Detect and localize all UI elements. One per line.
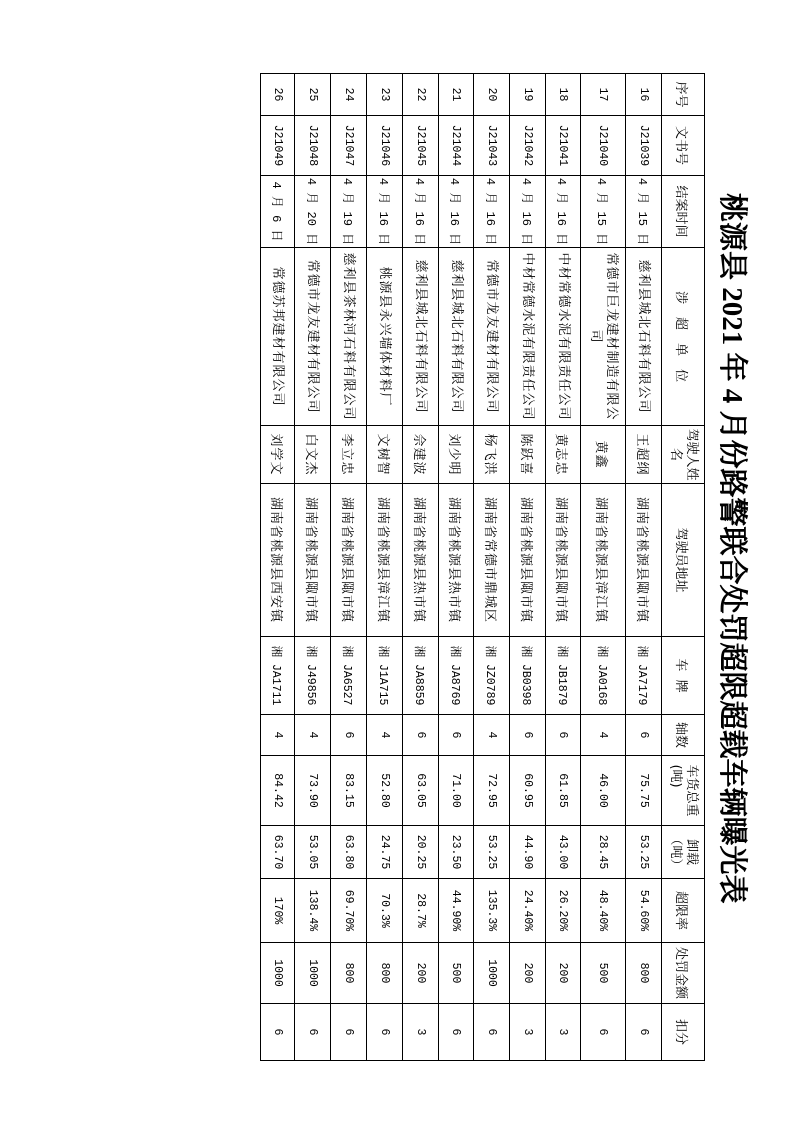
header-fine: 处罚金额	[662, 943, 705, 1004]
cell-seq: 23	[367, 74, 403, 116]
cell-closed-date: 4 月 15 日	[626, 176, 662, 248]
cell-closed-date: 4 月 16 日	[403, 176, 439, 248]
cell-doc-no: J21045	[403, 116, 439, 176]
table-row	[474, 74, 510, 1061]
cell-plate: 湘 J49856	[295, 637, 331, 715]
cell-seq: 24	[331, 74, 367, 116]
cell-unloaded: 20.25	[403, 826, 439, 879]
table-row	[261, 74, 295, 1061]
cell-points: 6	[581, 1004, 626, 1061]
cell-address: 湖南省桃源县陬市镇	[331, 484, 367, 637]
table-row	[546, 74, 581, 1061]
cell-driver: 刘学文	[261, 426, 295, 484]
cell-overload-rate: 44.90%	[439, 879, 474, 943]
cell-fine: 1000	[261, 943, 295, 1004]
cell-address: 湖南省桃源县陬市镇	[546, 484, 581, 637]
cell-fine: 1000	[474, 943, 510, 1004]
cell-driver: 刘少明	[439, 426, 474, 484]
table-row	[439, 74, 474, 1061]
cell-seq: 17	[581, 74, 626, 116]
cell-address: 湖南省桃源县陬市镇	[510, 484, 546, 637]
cell-points: 6	[367, 1004, 403, 1061]
header-axles: 轴数	[662, 715, 705, 756]
cell-overload-rate: 138.4%	[295, 879, 331, 943]
cell-plate: 湘 JA0168	[581, 637, 626, 715]
cell-overload-rate: 24.40%	[510, 879, 546, 943]
cell-driver: 黄鑫	[581, 426, 626, 484]
cell-company: 常德市龙友建材有限公司	[474, 248, 510, 426]
cell-fine: 1000	[295, 943, 331, 1004]
cell-overload-rate: 54.60%	[626, 879, 662, 943]
header-row	[662, 74, 705, 1061]
header-gross-weight-label: 车货总重	[684, 764, 699, 817]
cell-seq: 20	[474, 74, 510, 116]
cell-seq: 16	[626, 74, 662, 116]
cell-plate: 湘 JZ0789	[474, 637, 510, 715]
cell-overload-rate: 69.70%	[331, 879, 367, 943]
cell-plate: 湘 JB1879	[546, 637, 581, 715]
cell-address: 湖南省常德市鼎城区	[474, 484, 510, 637]
cell-company: 慈利县茶林河石料有限公司	[331, 248, 367, 426]
header-closed-date: 结案时间	[662, 176, 705, 248]
cell-gross-weight: 72.95	[474, 756, 510, 826]
header-unloaded-stack	[667, 832, 699, 871]
header-overload-rate: 超限率	[662, 879, 705, 943]
cell-closed-date: 4 月 6 日	[261, 176, 295, 248]
cell-fine: 500	[439, 943, 474, 1004]
cell-closed-date: 4 月 15 日	[581, 176, 626, 248]
cell-address: 湖南省桃源县热市镇	[403, 484, 439, 637]
cell-gross-weight: 71.00	[439, 756, 474, 826]
cell-points: 6	[439, 1004, 474, 1061]
cell-axles: 6	[331, 715, 367, 756]
cell-gross-weight: 63.05	[403, 756, 439, 826]
header-gross-weight	[662, 756, 705, 826]
cell-axles: 6	[626, 715, 662, 756]
cell-closed-date: 4 月 16 日	[510, 176, 546, 248]
cell-unloaded: 43.00	[546, 826, 581, 879]
cell-fine: 800	[331, 943, 367, 1004]
cell-plate: 湘 JA1711	[261, 637, 295, 715]
cell-plate: 湘 JA8859	[403, 637, 439, 715]
cell-points: 6	[295, 1004, 331, 1061]
cell-plate: 湘 JA8769	[439, 637, 474, 715]
cell-overload-rate: 26.20%	[546, 879, 581, 943]
cell-overload-rate: 135.3%	[474, 879, 510, 943]
cell-driver: 李立忠	[331, 426, 367, 484]
cell-axles: 6	[510, 715, 546, 756]
table-row	[295, 74, 331, 1061]
cell-axles: 4	[261, 715, 295, 756]
cell-driver: 黄志忠	[546, 426, 581, 484]
cell-axles: 6	[403, 715, 439, 756]
cell-fine: 800	[626, 943, 662, 1004]
cell-unloaded: 63.80	[331, 826, 367, 879]
cell-unloaded: 63.70	[261, 826, 295, 879]
cell-points: 6	[474, 1004, 510, 1061]
header-plate: 车 牌	[662, 637, 705, 715]
cell-gross-weight: 75.75	[626, 756, 662, 826]
cell-fine: 200	[510, 943, 546, 1004]
header-company: 涉 超 单 位	[662, 248, 705, 426]
cell-points: 6	[626, 1004, 662, 1061]
cell-doc-no: J21043	[474, 116, 510, 176]
cell-address: 湖南省桃源县西安镇	[261, 484, 295, 637]
table-row	[403, 74, 439, 1061]
cell-seq: 26	[261, 74, 295, 116]
cell-plate: 湘 JA6527	[331, 637, 367, 715]
cell-driver: 文树智	[367, 426, 403, 484]
cell-driver: 陈跃喜	[510, 426, 546, 484]
cell-driver: 杨飞洪	[474, 426, 510, 484]
cell-points: 6	[331, 1004, 367, 1061]
cell-address: 湖南省桃源县陬市镇	[295, 484, 331, 637]
table-row	[626, 74, 662, 1061]
cell-points: 3	[546, 1004, 581, 1061]
header-address: 驾驶员地址	[662, 484, 705, 637]
cell-gross-weight: 61.85	[546, 756, 581, 826]
cell-closed-date: 4 月 16 日	[367, 176, 403, 248]
cell-fine: 800	[367, 943, 403, 1004]
overload-penalty-table	[260, 73, 705, 1061]
header-points: 扣分	[662, 1004, 705, 1061]
cell-doc-no: J21042	[510, 116, 546, 176]
cell-address: 湖南省桃源县热市镇	[439, 484, 474, 637]
header-driver: 驾驶人姓名	[662, 426, 705, 484]
cell-fine: 200	[546, 943, 581, 1004]
cell-gross-weight: 84.42	[261, 756, 295, 826]
cell-seq: 19	[510, 74, 546, 116]
cell-axles: 4	[581, 715, 626, 756]
cell-doc-no: J21048	[295, 116, 331, 176]
cell-overload-rate: 48.40%	[581, 879, 626, 943]
cell-closed-date: 4 月 16 日	[474, 176, 510, 248]
cell-company: 常德市龙友建材有限公司	[295, 248, 331, 426]
cell-gross-weight: 52.80	[367, 756, 403, 826]
header-unloaded-label: 卸载	[684, 838, 699, 865]
cell-address: 湖南省桃源县陬市镇	[626, 484, 662, 637]
page-title: 桃源县 2021 年 4 月份路警联合处罚超限超载车辆曝光表	[716, 193, 748, 904]
cell-points: 3	[403, 1004, 439, 1061]
cell-company: 慈利县城北石料有限公司	[626, 248, 662, 426]
cell-closed-date: 4 月 16 日	[439, 176, 474, 248]
cell-axles: 4	[295, 715, 331, 756]
cell-doc-no: J21039	[626, 116, 662, 176]
cell-address: 湖南省桃源县漳江镇	[367, 484, 403, 637]
cell-seq: 21	[439, 74, 474, 116]
cell-gross-weight: 73.90	[295, 756, 331, 826]
header-seq: 序号	[662, 74, 705, 116]
cell-company: 常德苏邦建材有限公司	[261, 248, 295, 426]
cell-axles: 4	[474, 715, 510, 756]
cell-points: 6	[261, 1004, 295, 1061]
cell-closed-date: 4 月 19 日	[331, 176, 367, 248]
cell-axles: 6	[546, 715, 581, 756]
cell-driver: 王超纲	[626, 426, 662, 484]
cell-seq: 18	[546, 74, 581, 116]
cell-plate: 湘 JB0398	[510, 637, 546, 715]
cell-gross-weight: 83.15	[331, 756, 367, 826]
header-gross-weight-stack	[667, 764, 699, 816]
header-unloaded	[662, 826, 705, 879]
header-doc-no: 文书号	[662, 116, 705, 176]
table-row	[510, 74, 546, 1061]
cell-plate: 湘 J1A715	[367, 637, 403, 715]
table-row	[331, 74, 367, 1061]
cell-points: 3	[510, 1004, 546, 1061]
cell-driver: 佘建波	[403, 426, 439, 484]
cell-fine: 200	[403, 943, 439, 1004]
header-gross-weight-unit: (吨)	[668, 764, 683, 788]
cell-company: 慈利县城北石料有限公司	[403, 248, 439, 426]
cell-unloaded: 53.05	[295, 826, 331, 879]
cell-company: 常德市巨龙建材制造有限公司	[581, 248, 626, 426]
cell-overload-rate: 70.3%	[367, 879, 403, 943]
cell-doc-no: J21040	[581, 116, 626, 176]
cell-driver: 白文杰	[295, 426, 331, 484]
cell-company: 中材常德水泥有限责任公司	[546, 248, 581, 426]
cell-seq: 22	[403, 74, 439, 116]
cell-doc-no: J21044	[439, 116, 474, 176]
cell-unloaded: 24.75	[367, 826, 403, 879]
table-row	[367, 74, 403, 1061]
cell-fine: 500	[581, 943, 626, 1004]
cell-overload-rate: 28.7%	[403, 879, 439, 943]
cell-company: 桃源县永兴墙体材料厂	[367, 248, 403, 426]
cell-company: 慈利县城北石料有限公司	[439, 248, 474, 426]
cell-gross-weight: 46.00	[581, 756, 626, 826]
cell-axles: 6	[439, 715, 474, 756]
cell-unloaded: 53.25	[474, 826, 510, 879]
cell-unloaded: 44.90	[510, 826, 546, 879]
cell-seq: 25	[295, 74, 331, 116]
cell-unloaded: 53.25	[626, 826, 662, 879]
cell-closed-date: 4 月 20 日	[295, 176, 331, 248]
cell-address: 湖南省桃源县漳江镇	[581, 484, 626, 637]
cell-doc-no: J21041	[546, 116, 581, 176]
cell-doc-no: J21047	[331, 116, 367, 176]
header-unloaded-unit: （吨）	[668, 832, 683, 872]
cell-company: 中材常德水泥有限责任公司	[510, 248, 546, 426]
cell-axles: 4	[367, 715, 403, 756]
cell-plate: 湘 JA7179	[626, 637, 662, 715]
table-row	[581, 74, 626, 1061]
cell-overload-rate: 170%	[261, 879, 295, 943]
cell-unloaded: 28.45	[581, 826, 626, 879]
cell-closed-date: 4 月 16 日	[546, 176, 581, 248]
cell-doc-no: J21046	[367, 116, 403, 176]
cell-unloaded: 23.50	[439, 826, 474, 879]
cell-gross-weight: 60.95	[510, 756, 546, 826]
cell-doc-no: J21049	[261, 116, 295, 176]
